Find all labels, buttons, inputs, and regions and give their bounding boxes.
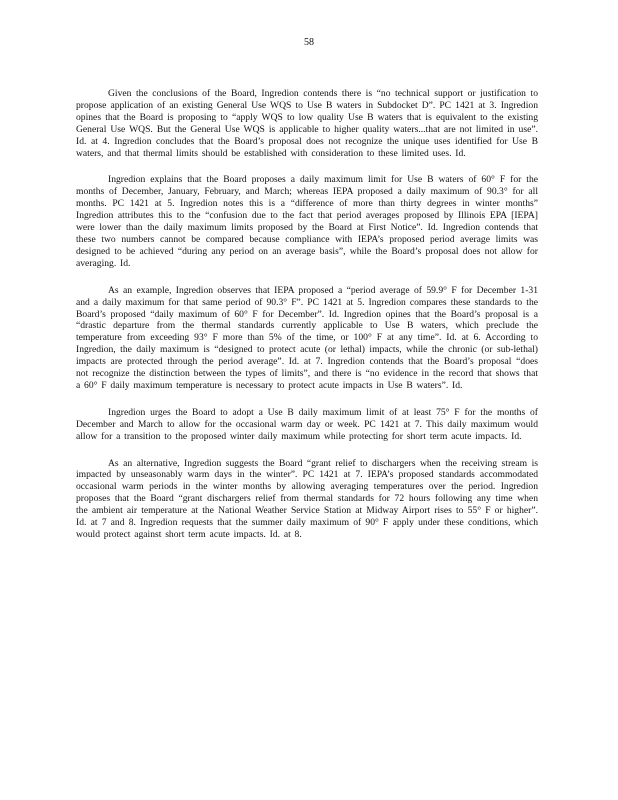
paragraph: Ingredion urges the Board to adopt a Use B daily maximum limit of at least 75° F for the months of December and March to allow for the occasional warm day or week. PC 1421 at 7. This daily maximum would allow for a transition to the proposed winter daily maximum while protecting for short term acute impacts. Id. xyxy=(76,406,538,442)
paragraph: As an example, Ingredion observes that IEPA proposed a “period average of 59.9° F for December 1-31 and a daily maximum for that same period of 90.3° F”. PC 1421 at 5. Ingredion compares these standards to the Board’s proposed “daily maximum of 60° F for December”. Id. Ingredion opines that the Board’s proposal is a “drastic departure from the thermal standards currently applicable to Use B waters, which preclude the temperature from exceeding 93° F more than 5% of the time, or 100° F at any time”. Id. at 6. According to Ingredion, the daily maximum is “designed to protect acute (or lethal) impacts, while the chronic (or sub-lethal) impacts are protected through the period average”. Id. at 7. Ingredion contends that the Board’s proposal “does not recognize the distinction between the types of limits”, and there is “no evidence in the record that shows that a 60° F daily maximum temperature is necessary to protect acute impacts in Use B waters”. Id. xyxy=(76,284,538,391)
paragraph: As an alternative, Ingredion suggests the Board “grant relief to dischargers when the receiving stream is impacted by unseasonably warm days in the winter”. PC 1421 at 7. IEPA’s proposed standards accommodated occasional warm periods in the winter months by allowing averaging temperatures over the period. Ingredion proposes that the Board “grant dischargers relief from thermal standards for 72 hours following any time when the ambient air temperature at the National Weather Service Station at Midway Airport rises to 55° F or higher”. Id. at 7 and 8. Ingredion requests that the summer daily maximum of 90° F apply under these conditions, which would protect against short term acute impacts. Id. at 8. xyxy=(76,457,538,540)
body-text xyxy=(76,88,538,556)
paragraph: Ingredion explains that the Board proposes a daily maximum limit for Use B waters of 60° F for the months of December, January, February, and March; whereas IEPA proposed a daily maximum of 90.3° for all months. PC 1421 at 5. Ingredion notes this is a “difference of more than thirty degrees in winter months” Ingredion attributes this to the “confusion due to the fact that period averages proposed by Illinois EPA [IEPA] were lower than the daily maximum limits proposed by the Board at First Notice”. Id. Ingredion contends that these two numbers cannot be compared because compliance with IEPA’s proposed period average limits was designed to be achieved “during any period on an average basis”, while the Board’s proposal does not allow for averaging. Id. xyxy=(76,174,538,269)
paragraph: Given the conclusions of the Board, Ingredion contends there is “no technical support or justification to propose application of an existing General Use WQS to Use B waters in Subdocket D”. PC 1421 at 3. Ingredion opines that the Board is proposing to “apply WQS to low quality Use B waters that is equivalent to the existing General Use WQS. But the General Use WQS is applicable to higher quality waters...that are not limited in use”. Id. at 4. Ingredion concludes that the Board’s proposal does not recognize the unique uses identified for Use B waters, and that thermal limits should be established with consideration to these limited uses. Id. xyxy=(76,88,538,159)
page-number: 58 xyxy=(304,37,314,48)
